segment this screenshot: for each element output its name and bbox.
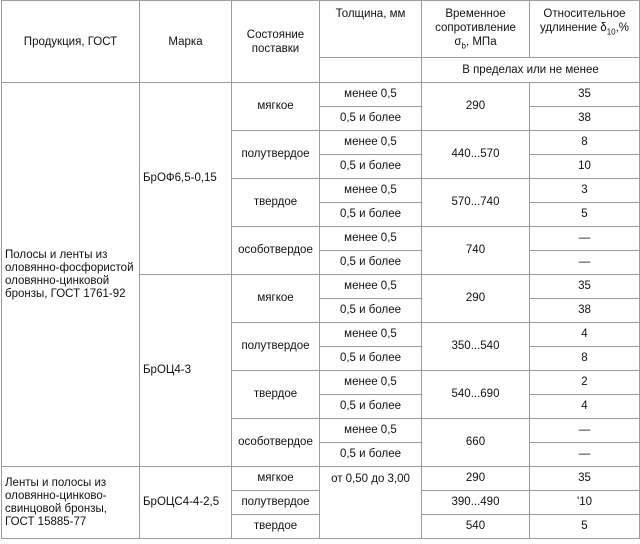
thickness-cell: 0,5 и более [320, 395, 422, 419]
thickness-cell: менее 0,5 [320, 131, 422, 155]
condition-cell: особотвердое [232, 227, 320, 275]
elongation-cell: '10 [530, 491, 640, 515]
strength-cell: 540...690 [422, 371, 530, 419]
condition-cell: полутвердое [232, 491, 320, 515]
thickness-cell: 0,5 и более [320, 155, 422, 179]
elongation-cell: 35 [530, 467, 640, 491]
sigma-symbol: σ [454, 36, 462, 48]
thickness-cell: менее 0,5 [320, 371, 422, 395]
condition-cell: полутвердое [232, 131, 320, 179]
thickness-cell: менее 0,5 [320, 179, 422, 203]
delta-subscript: 10 [606, 27, 616, 37]
strength-cell: 740 [422, 227, 530, 275]
header-thickness: Толщина, мм [320, 1, 422, 58]
elongation-cell: 4 [530, 395, 640, 419]
product-cell: Ленты и полосы из оловянно-цинково-свинцовой бронзы, ГОСТ 15885-77 [2, 467, 140, 539]
subheader-limits: В пределах или не менее [422, 58, 640, 83]
elongation-cell: — [530, 419, 640, 443]
header-product: Продукция, ГОСТ [2, 1, 140, 83]
thickness-cell: 0,5 и более [320, 299, 422, 323]
strength-cell: 290 [422, 467, 530, 491]
header-elongation [530, 1, 640, 58]
strength-cell: 290 [422, 83, 530, 131]
strength-cell: 570...740 [422, 179, 530, 227]
elongation-cell: 38 [530, 299, 640, 323]
condition-cell: полутвердое [232, 323, 320, 371]
elongation-cell: — [530, 251, 640, 275]
elongation-cell: — [530, 443, 640, 467]
elongation-cell: 3 [530, 179, 640, 203]
header-strength [422, 1, 530, 58]
elongation-cell: 4 [530, 323, 640, 347]
product-cell: Полосы и ленты из оловянно-фосфористой оловянно-цинковой бронзы, ГОСТ 1761-92 [2, 83, 140, 467]
sigma-subscript: b [461, 41, 466, 51]
condition-cell: особотвердое [232, 419, 320, 467]
strength-cell: 540 [422, 515, 530, 539]
table-row [2, 467, 640, 491]
thickness-cell: от 0,50 до 3,00 [320, 467, 422, 539]
thickness-cell: 0,5 и более [320, 443, 422, 467]
thickness-cell: менее 0,5 [320, 419, 422, 443]
strength-cell: 390...490 [422, 491, 530, 515]
elongation-cell: 2 [530, 371, 640, 395]
grade-cell: БрОЦ4-3 [140, 275, 232, 467]
condition-cell: мягкое [232, 467, 320, 491]
elongation-cell: 8 [530, 131, 640, 155]
thickness-cell: 0,5 и более [320, 107, 422, 131]
subheader-empty [320, 58, 422, 83]
elongation-cell: — [530, 227, 640, 251]
condition-cell: твердое [232, 515, 320, 539]
condition-cell: твердое [232, 371, 320, 419]
elongation-cell: 10 [530, 155, 640, 179]
thickness-cell: менее 0,5 [320, 275, 422, 299]
thickness-cell: менее 0,5 [320, 227, 422, 251]
properties-table [1, 0, 640, 539]
thickness-cell: 0,5 и более [320, 251, 422, 275]
elongation-cell: 8 [530, 347, 640, 371]
strength-cell: 660 [422, 419, 530, 467]
condition-cell: твердое [232, 179, 320, 227]
thickness-cell: 0,5 и более [320, 347, 422, 371]
elongation-cell: 5 [530, 203, 640, 227]
elongation-cell: 5 [530, 515, 640, 539]
elongation-cell: 35 [530, 275, 640, 299]
header-condition: Состояние поставки [232, 1, 320, 83]
delta-symbol: δ [600, 22, 607, 34]
elongation-cell: 35 [530, 83, 640, 107]
header-grade: Марка [140, 1, 232, 83]
header-strength-label: Временное сопротивление [435, 8, 516, 34]
elongation-cell: 38 [530, 107, 640, 131]
thickness-cell: менее 0,5 [320, 83, 422, 107]
thickness-cell: менее 0,5 [320, 323, 422, 347]
thickness-cell: 0,5 и более [320, 203, 422, 227]
strength-cell: 350...540 [422, 323, 530, 371]
strength-cell: 290 [422, 275, 530, 323]
grade-cell: БрОЦС4-4-2,5 [140, 467, 232, 539]
header-elongation-label: Относительное удлинение [539, 8, 626, 34]
strength-cell: 440...570 [422, 131, 530, 179]
condition-cell: мягкое [232, 275, 320, 323]
condition-cell: мягкое [232, 83, 320, 131]
table-row [2, 83, 640, 107]
header-row [2, 1, 640, 58]
strength-unit: , МПа [465, 36, 497, 48]
elongation-unit: ,% [615, 22, 630, 34]
grade-cell: БрОФ6,5-0,15 [140, 83, 232, 275]
